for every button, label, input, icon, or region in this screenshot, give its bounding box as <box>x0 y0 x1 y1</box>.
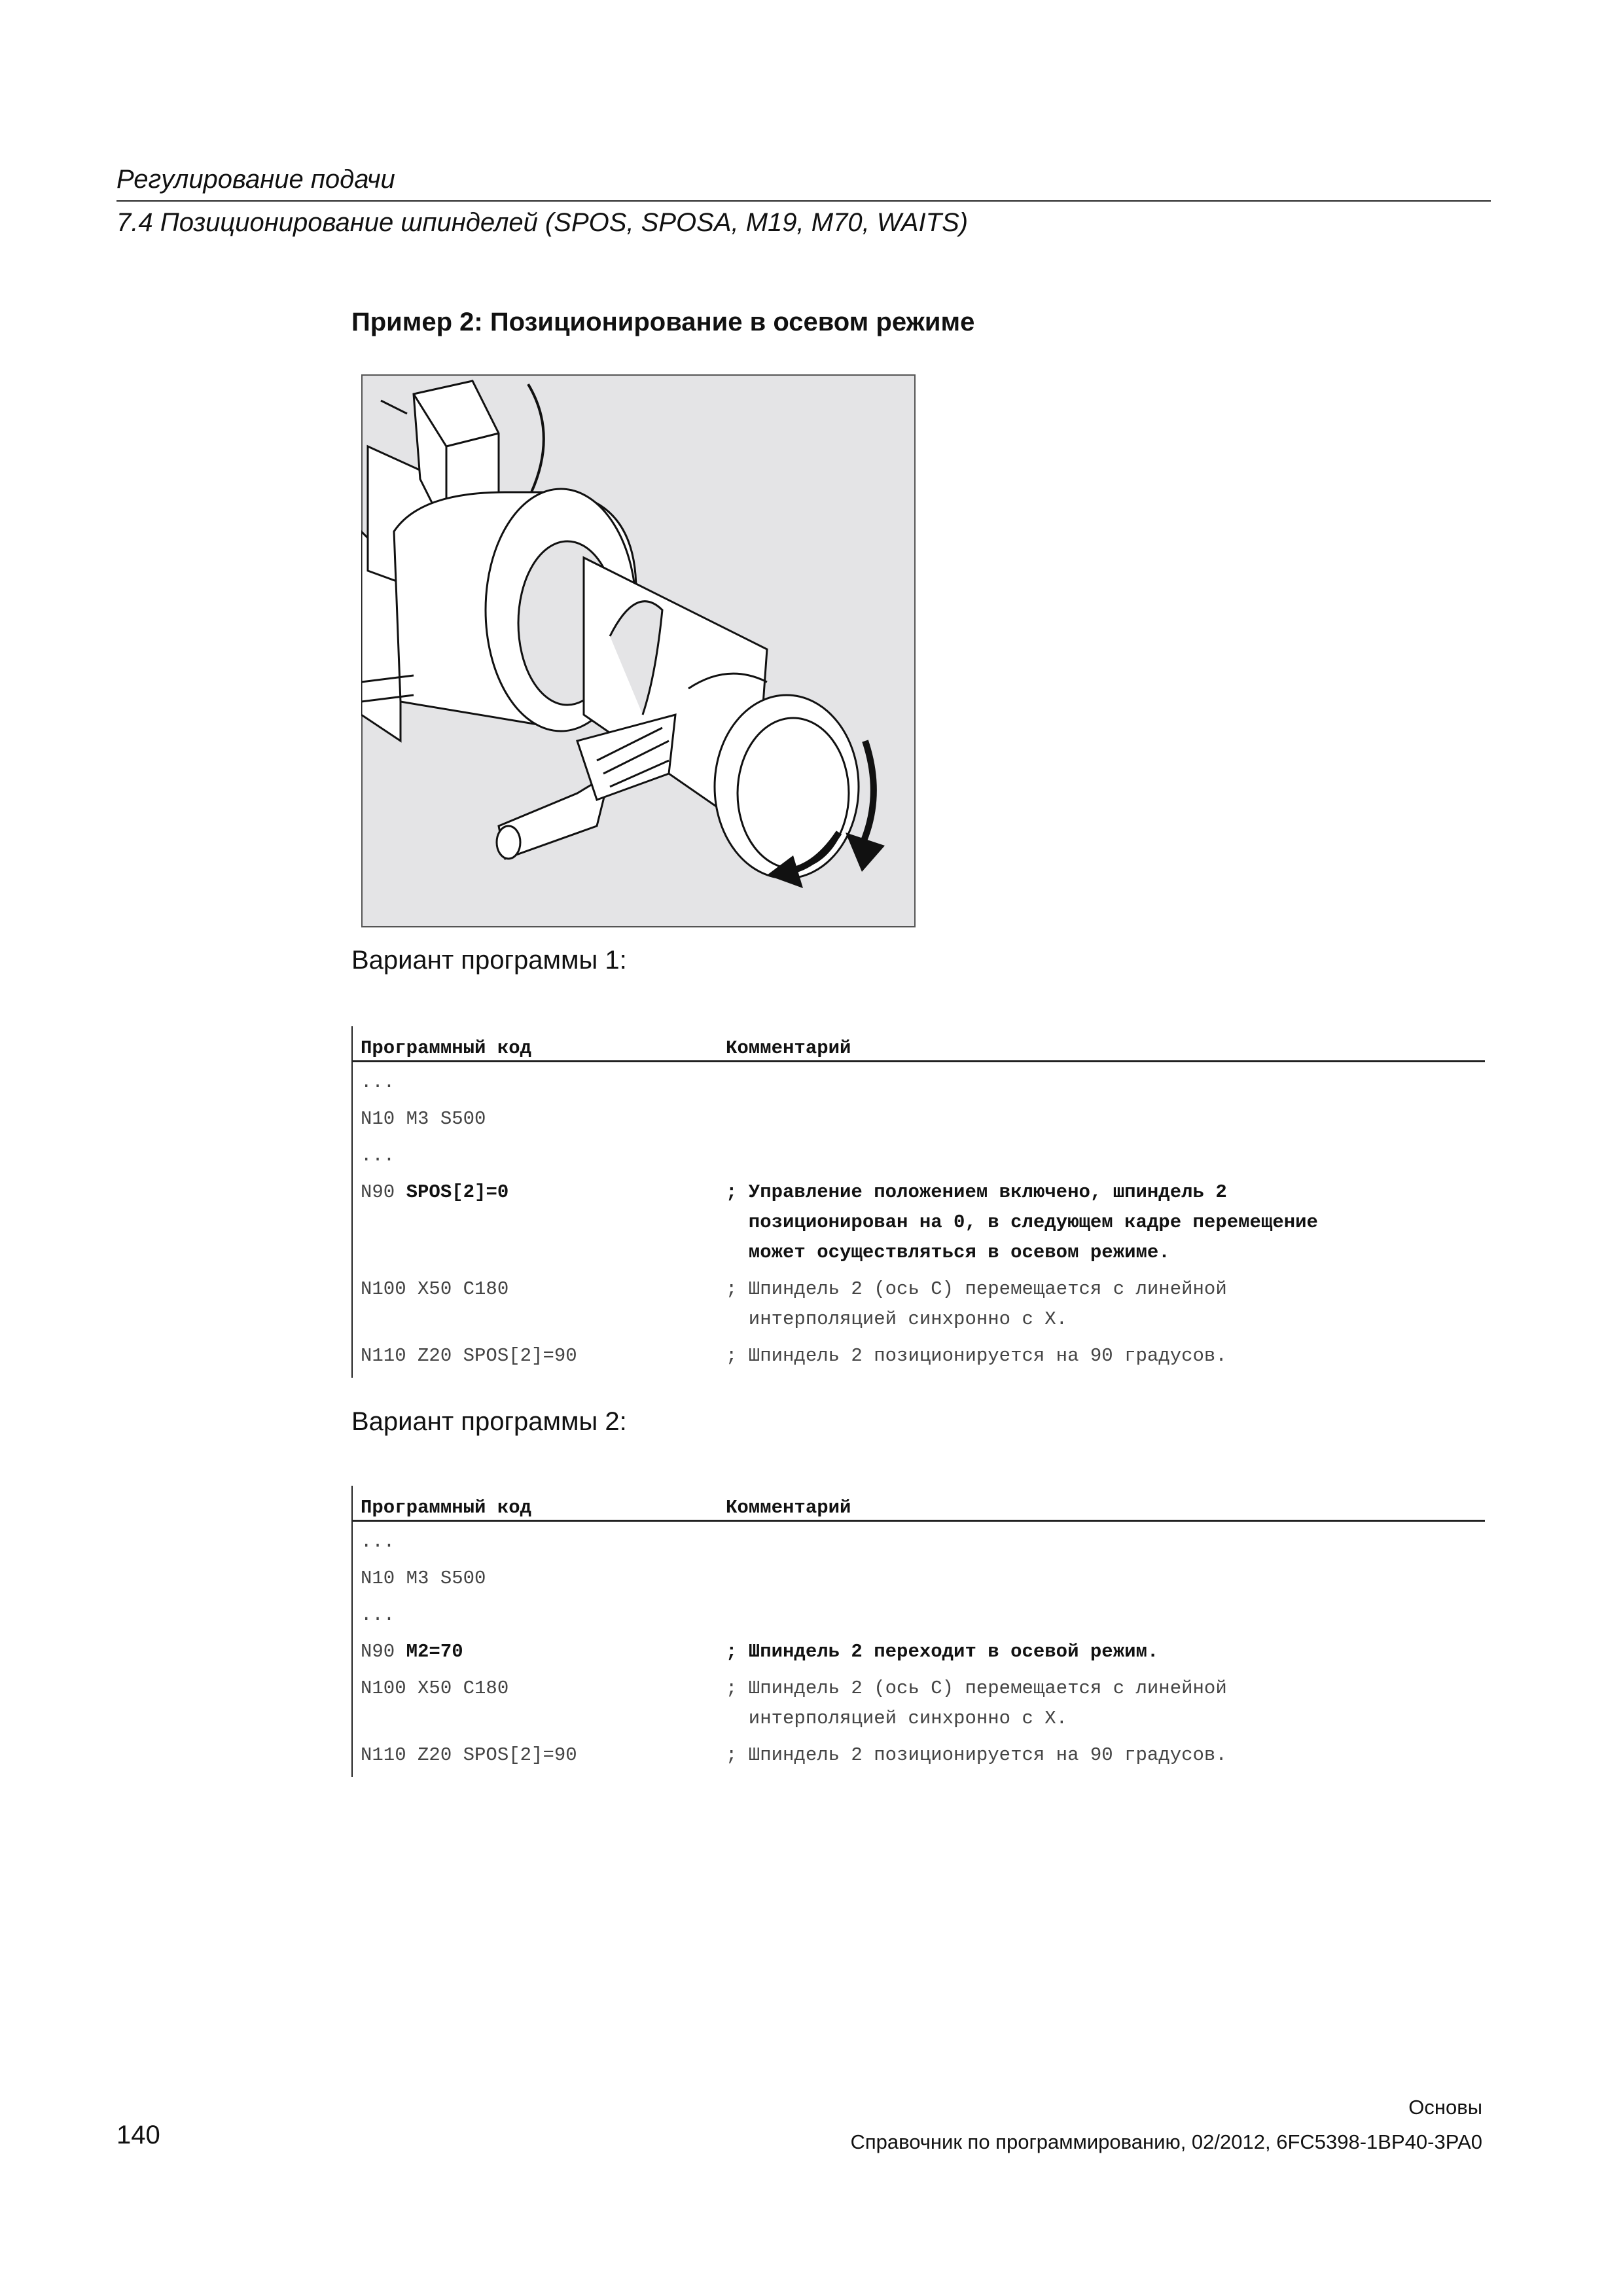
variant-2-label: Вариант программы 2: <box>351 1407 627 1436</box>
comment-cell <box>726 1674 1485 1734</box>
code-cell <box>353 1141 726 1171</box>
comment-cell <box>726 1141 1485 1171</box>
code-cell <box>353 1274 726 1335</box>
running-header-title: Регулирование подачи <box>116 165 395 194</box>
code-text: N100 X50 C180 <box>361 1278 509 1300</box>
comment-cell <box>726 1600 1485 1630</box>
comment-cell <box>726 1740 1485 1770</box>
comment-line: ; Шпиндель 2 переходит в осевой режим. <box>726 1641 1159 1662</box>
code-text: N90 <box>361 1641 406 1662</box>
comment-line: ; Шпиндель 2 (ось C) перемещается с линейной <box>726 1278 1227 1300</box>
comment-line: может осуществляться в осевом режиме. <box>726 1242 1170 1263</box>
code-row <box>353 1600 1485 1630</box>
comment-line: интерполяцией синхронно с X. <box>726 1308 1068 1330</box>
footer-reference: Справочник по программированию, 02/2012, 6FC5398-1BP40-3PA0 <box>850 2130 1482 2153</box>
code-cell <box>353 1637 726 1667</box>
column-header-comment: Комментарий <box>726 1037 851 1059</box>
code-text-bold: SPOS[2]=0 <box>406 1181 509 1203</box>
code-row <box>353 1067 1485 1098</box>
code-text: ... <box>361 1071 395 1093</box>
comment-cell <box>726 1637 1485 1667</box>
code-row <box>353 1740 1485 1770</box>
code-text: N110 Z20 SPOS[2]=90 <box>361 1744 577 1766</box>
code-row <box>353 1564 1485 1594</box>
code-row <box>353 1104 1485 1134</box>
code-text: N10 M3 S500 <box>361 1568 486 1589</box>
comment-cell <box>726 1067 1485 1098</box>
running-header-section: 7.4 Позиционирование шпинделей (SPOS, SPOSA, M19, M70, WAITS) <box>116 208 969 237</box>
code-cell <box>353 1600 726 1630</box>
comment-cell <box>726 1274 1485 1335</box>
footer-book-title: Основы <box>1408 2096 1482 2119</box>
code-text-bold: M2=70 <box>406 1641 463 1662</box>
example-heading: Пример 2: Позиционирование в осевом режиме <box>351 308 975 336</box>
column-header-comment: Комментарий <box>726 1497 851 1518</box>
code-table-header <box>353 1026 1485 1062</box>
code-cell <box>353 1674 726 1734</box>
code-row <box>353 1177 1485 1268</box>
header-rule <box>116 200 1491 202</box>
code-row <box>353 1637 1485 1667</box>
comment-line: позиционирован на 0, в следующем кадре перемещение <box>726 1211 1318 1233</box>
code-cell <box>353 1564 726 1594</box>
code-row <box>353 1527 1485 1557</box>
code-cell <box>353 1341 726 1371</box>
spindle-milling-illustration <box>361 374 916 927</box>
code-text: ... <box>361 1531 395 1552</box>
comment-cell <box>726 1564 1485 1594</box>
comment-line: ; Управление положением включено, шпиндель 2 <box>726 1181 1227 1203</box>
code-row <box>353 1674 1485 1734</box>
code-text: N110 Z20 SPOS[2]=90 <box>361 1345 577 1367</box>
comment-line: ; Шпиндель 2 (ось C) перемещается с линейной <box>726 1677 1227 1699</box>
column-header-code: Программный код <box>361 1497 532 1518</box>
code-cell <box>353 1740 726 1770</box>
code-text: N100 X50 C180 <box>361 1677 509 1699</box>
code-text: ... <box>361 1604 395 1626</box>
comment-cell <box>726 1527 1485 1557</box>
code-row <box>353 1341 1485 1371</box>
code-text: ... <box>361 1145 395 1166</box>
code-cell <box>353 1067 726 1098</box>
code-row <box>353 1141 1485 1171</box>
comment-line: ; Шпиндель 2 позиционируется на 90 градусов. <box>726 1345 1227 1367</box>
column-header-code: Программный код <box>361 1037 532 1059</box>
code-cell <box>353 1527 726 1557</box>
code-table-variant-1 <box>351 1026 1485 1378</box>
comment-line: ; Шпиндель 2 позиционируется на 90 градусов. <box>726 1744 1227 1766</box>
code-table-variant-2 <box>351 1486 1485 1777</box>
code-cell <box>353 1177 726 1268</box>
comment-cell <box>726 1177 1485 1268</box>
page-number: 140 <box>116 2121 160 2149</box>
comment-line: интерполяцией синхронно с X. <box>726 1708 1068 1729</box>
code-text: N90 <box>361 1181 406 1203</box>
code-cell <box>353 1104 726 1134</box>
code-table-header <box>353 1486 1485 1522</box>
comment-cell <box>726 1104 1485 1134</box>
comment-cell <box>726 1341 1485 1371</box>
variant-1-label: Вариант программы 1: <box>351 946 627 975</box>
code-row <box>353 1274 1485 1335</box>
code-text: N10 M3 S500 <box>361 1108 486 1130</box>
